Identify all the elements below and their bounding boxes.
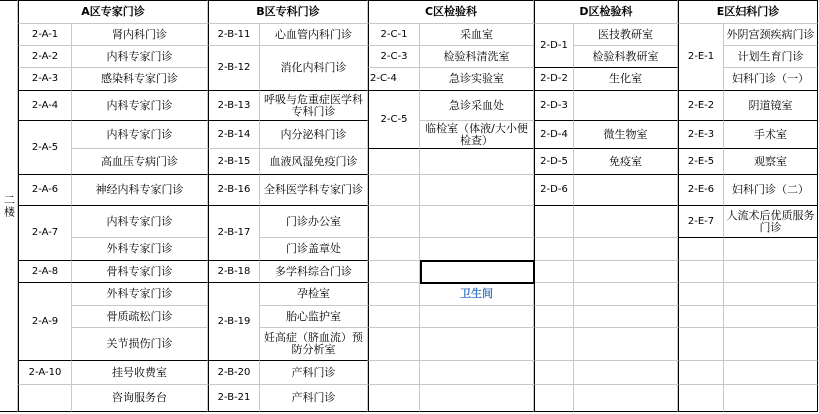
zone-d-code: 2-D-2 [534, 68, 574, 91]
zone-b-room: 门诊办公室 [260, 206, 368, 238]
zone-c-room: 采血室 [420, 24, 534, 46]
zone-b-room: 妊高症（脐血流）预防分析室 [260, 328, 368, 361]
zone-d-empty [574, 206, 678, 238]
zone-d-empty [574, 328, 678, 361]
zone-c-room: 临检室（体液/大小便检查） [420, 121, 534, 149]
zone-d-empty [534, 385, 574, 412]
zone-e-code: 2-E-7 [678, 206, 724, 238]
zone-c-empty [420, 306, 534, 328]
zone-d-code: 2-D-1 [534, 24, 574, 68]
zone-b-code: 2-B-18 [208, 261, 260, 283]
zone-b-code: 2-B-17 [208, 206, 260, 261]
zone-d-room [574, 91, 678, 121]
zone-d-room: 生化室 [574, 68, 678, 91]
zone-d-empty [574, 385, 678, 412]
zone-b-room: 产科门诊 [260, 361, 368, 385]
zone-a-code: 2-A-2 [18, 46, 72, 68]
zone-c-empty [420, 206, 534, 238]
zone-b-room: 呼吸与危重症医学科专科门诊 [260, 91, 368, 121]
zone-d-code: 2-D-3 [534, 91, 574, 121]
zone-e-empty [724, 283, 818, 306]
zone-a-room: 高血压专病门诊 [72, 149, 208, 175]
zone-c-room: 急诊实验室 [420, 68, 534, 91]
zone-d-empty [574, 238, 678, 261]
zone-b-code: 2-B-11 [208, 24, 260, 46]
zone-e-room: 观察室 [724, 149, 818, 175]
zone-e-room: 妇科门诊（一） [724, 68, 818, 91]
zone-d-empty [534, 361, 574, 385]
zone-c-empty [368, 361, 420, 385]
zone-d-empty [574, 361, 678, 385]
zone-e-code: 2-E-6 [678, 175, 724, 206]
zone-e-room: 人流术后优质服务门诊 [724, 206, 818, 238]
zone-a-code: 2-A-7 [18, 206, 72, 261]
zone-e-code: 2-E-2 [678, 91, 724, 121]
zone-b-room: 心血管内科门诊 [260, 24, 368, 46]
zone-e-code: 2-E-3 [678, 121, 724, 149]
zone-b-code: 2-B-14 [208, 121, 260, 149]
zone-a-room: 内科专家门诊 [72, 206, 208, 238]
zone-d-room: 免疫室 [574, 149, 678, 175]
zone-c-header: C区检验科 [368, 0, 534, 24]
zone-e-room: 外阴宫颈疾病门诊 [724, 24, 818, 46]
zone-e-room: 手术室 [724, 121, 818, 149]
zone-b-room: 多学科综合门诊 [260, 261, 368, 283]
zone-e-empty [678, 306, 724, 328]
zone-b-code: 2-B-20 [208, 361, 260, 385]
zone-e-empty [724, 306, 818, 328]
zone-d-empty [534, 206, 574, 238]
zone-e-empty [724, 261, 818, 283]
zone-a-room: 内科专家门诊 [72, 121, 208, 149]
zone-a-code: 2-A-6 [18, 175, 72, 206]
zone-e-room: 计划生育门诊 [724, 46, 818, 68]
zone-d-room: 医技教研室 [574, 24, 678, 46]
zone-a-room: 感染科专家门诊 [72, 68, 208, 91]
zone-a-room: 咨询服务台 [72, 385, 208, 412]
zone-a-code: 2-A-4 [18, 91, 72, 121]
zone-d-room [574, 175, 678, 206]
zone-e-empty [724, 361, 818, 385]
zone-e-empty [678, 328, 724, 361]
zone-c-empty [368, 238, 420, 261]
zone-e-code: 2-E-1 [678, 24, 724, 91]
zone-b-room: 内分泌科门诊 [260, 121, 368, 149]
zone-e-empty [724, 328, 818, 361]
zone-a-room: 外科专家门诊 [72, 283, 208, 306]
zone-c-code: 2-C-5 [368, 91, 420, 149]
zone-c-empty [368, 149, 420, 175]
zone-c-empty [368, 206, 420, 238]
zone-b-room: 产科门诊 [260, 385, 368, 412]
zone-e-room: 阴道镜室 [724, 91, 818, 121]
zone-a-room: 挂号收费室 [72, 361, 208, 385]
zone-d-code: 2-D-5 [534, 149, 574, 175]
zone-b-code: 2-B-13 [208, 91, 260, 121]
restroom-label: 卫生间 [420, 283, 534, 306]
zone-e-code: 2-E-5 [678, 149, 724, 175]
zone-a-room: 神经内科专家门诊 [72, 175, 208, 206]
zone-d-room: 微生物室 [574, 121, 678, 149]
zone-a-room: 外科专家门诊 [72, 238, 208, 261]
zone-d-code: 2-D-6 [534, 175, 574, 206]
zone-d-empty [574, 306, 678, 328]
zone-c-empty [420, 175, 534, 206]
zone-c-empty [368, 261, 420, 283]
zone-b-room: 全科医学科专家门诊 [260, 175, 368, 206]
zone-a-code: 2-A-9 [18, 283, 72, 361]
zone-a-room: 肾内科门诊 [72, 24, 208, 46]
zone-c-empty [368, 283, 420, 306]
zone-c-empty [368, 385, 420, 412]
zone-c-code: 2-C-4 [368, 68, 420, 91]
zone-d-empty [534, 261, 574, 283]
zone-d-empty [534, 328, 574, 361]
zone-d-room: 检验科教研室 [574, 46, 678, 68]
zone-d-code: 2-D-4 [534, 121, 574, 149]
zone-e-empty [678, 261, 724, 283]
zone-a-room: 骨质疏松门诊 [72, 306, 208, 328]
zone-c-empty [368, 328, 420, 361]
zone-d-header: D区检验科 [534, 0, 678, 24]
zone-a-code: 2-A-3 [18, 68, 72, 91]
zone-b-code: 2-B-21 [208, 385, 260, 412]
selected-cell[interactable] [420, 260, 535, 284]
zone-d-empty [534, 283, 574, 306]
zone-a-code: 2-A-10 [18, 361, 72, 385]
zone-e-empty [724, 385, 818, 412]
zone-c-empty [420, 238, 534, 261]
zone-b-code: 2-B-16 [208, 175, 260, 206]
zone-b-room: 孕检室 [260, 283, 368, 306]
zone-e-empty [678, 238, 724, 261]
zone-a-room: 内科专家门诊 [72, 91, 208, 121]
zone-c-room: 急诊采血处 [420, 91, 534, 121]
zone-e-empty [678, 385, 724, 412]
zone-c-empty [420, 385, 534, 412]
zone-c-code: 2-C-1 [368, 24, 420, 46]
zone-c-empty [368, 175, 420, 206]
zone-b-room: 消化内科门诊 [260, 46, 368, 91]
zone-a-header: A区专家门诊 [18, 0, 208, 24]
zone-a-code: 2-A-1 [18, 24, 72, 46]
zone-e-empty [678, 361, 724, 385]
zone-c-empty [420, 328, 534, 361]
zone-a-room: 关节损伤门诊 [72, 328, 208, 361]
zone-e-empty [724, 238, 818, 261]
zone-c-empty [368, 306, 420, 328]
zone-d-empty [574, 283, 678, 306]
zone-d-empty [534, 306, 574, 328]
zone-c-code: 2-C-3 [368, 46, 420, 68]
zone-b-room: 血液风湿免疫门诊 [260, 149, 368, 175]
zone-a-room: 骨科专家门诊 [72, 261, 208, 283]
zone-b-code: 2-B-19 [208, 283, 260, 361]
zone-a-room: 内科专家门诊 [72, 46, 208, 68]
zone-d-empty [574, 261, 678, 283]
zone-a-code: 2-A-8 [18, 261, 72, 283]
zone-b-header: B区专科门诊 [208, 0, 368, 24]
zone-b-room: 胎心监护室 [260, 306, 368, 328]
zone-c-empty [420, 361, 534, 385]
zone-b-code: 2-B-12 [208, 46, 260, 91]
zone-c-empty [420, 149, 534, 175]
floor-label: 二楼 [0, 0, 18, 412]
zone-b-room: 门诊盖章处 [260, 238, 368, 261]
zone-a-code [18, 385, 72, 412]
zone-e-room: 妇科门诊（二） [724, 175, 818, 206]
zone-d-empty [534, 238, 574, 261]
zone-a-code: 2-A-5 [18, 121, 72, 175]
zone-b-code: 2-B-15 [208, 149, 260, 175]
zone-e-header: E区妇科门诊 [678, 0, 818, 24]
zone-e-empty [678, 283, 724, 306]
zone-c-room: 检验科清洗室 [420, 46, 534, 68]
